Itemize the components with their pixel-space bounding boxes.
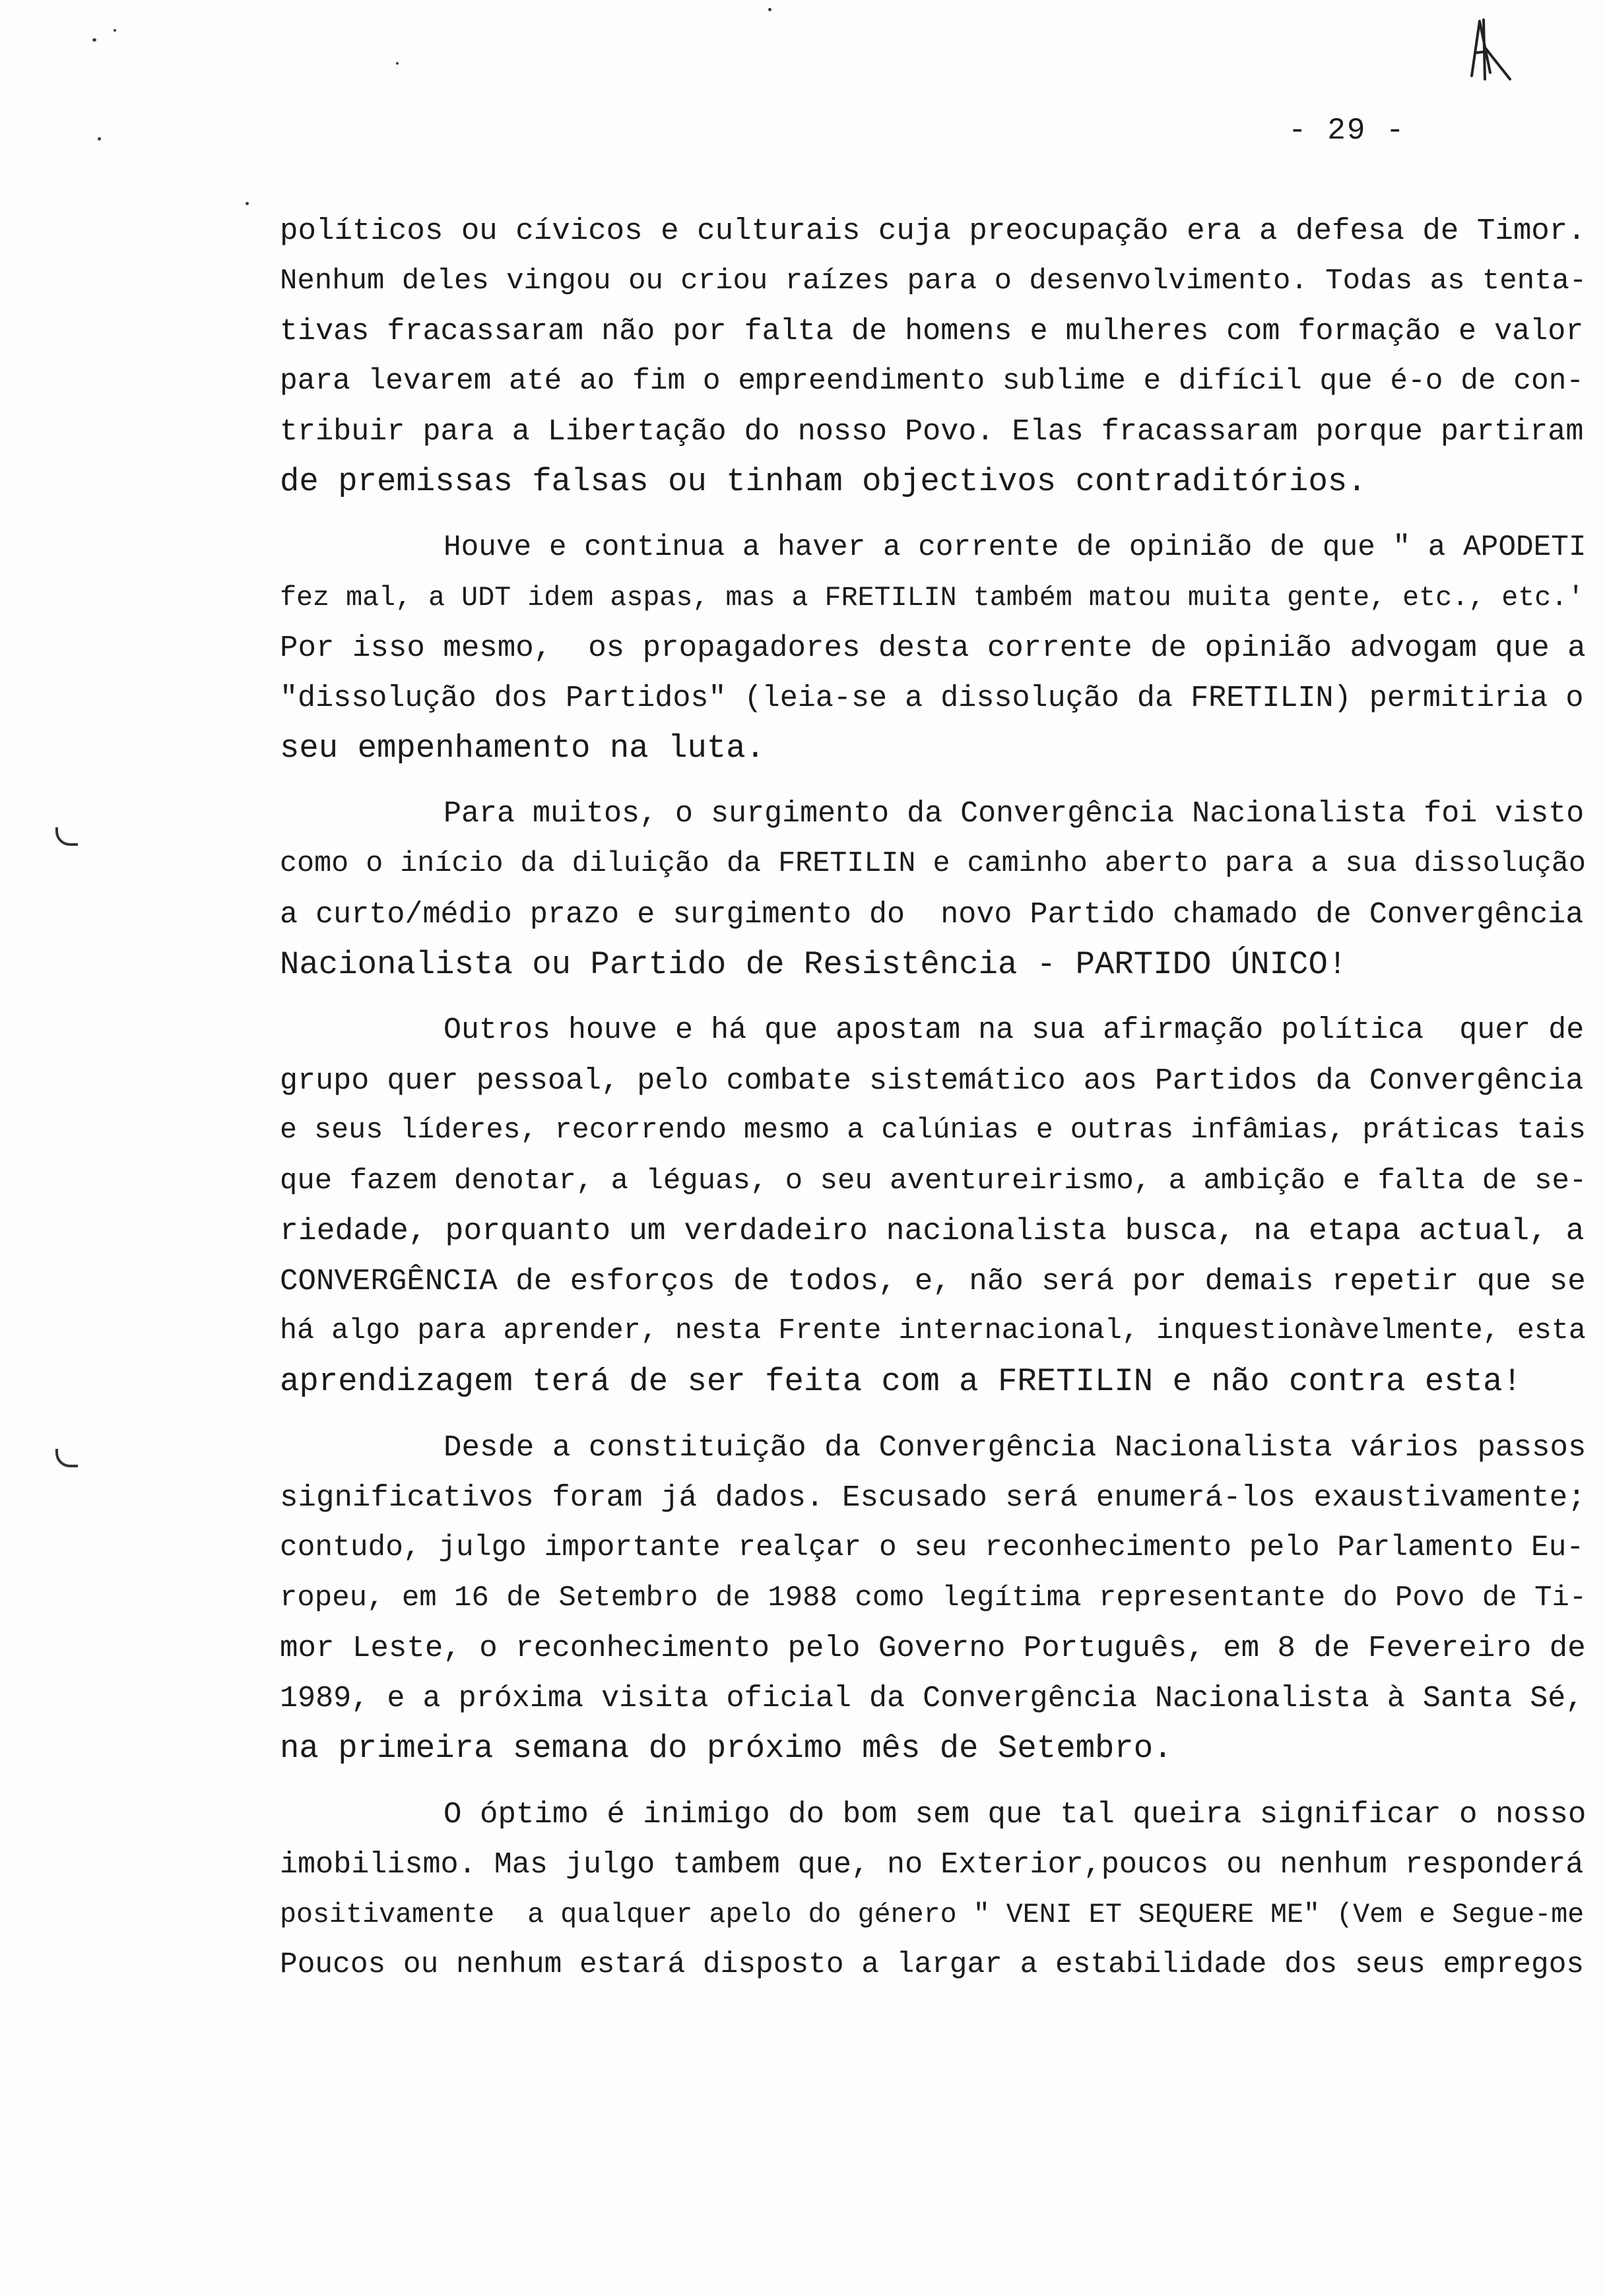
- paragraph: [280, 1422, 1587, 1773]
- text-line: mor Leste, o reconhecimento pelo Governo Português, em 8 de Fevereiro de: [280, 1631, 1586, 1665]
- text-line: de premissas falsas ou tinham objectivos contraditórios.: [280, 463, 1367, 500]
- paragraph: [280, 789, 1587, 990]
- paragraph: [280, 206, 1587, 507]
- text-line: seu empenhamento na luta.: [280, 730, 766, 767]
- text-line: positivamente a qualquer apelo do género " VENI ET SEQUERE ME" (Vem e Segue-me: [280, 1899, 1585, 1930]
- text-line: Houve e continua a haver a corrente de opinião de que " a APODETI: [443, 531, 1587, 564]
- text-line: Nacionalista ou Partido de Resistência - PARTIDO ÚNICO!: [280, 946, 1348, 983]
- text-line: Nenhum deles vingou ou criou raízes para o desenvolvimento. Todas as tenta-: [280, 265, 1587, 298]
- text-line: Para muitos, o surgimento da Convergência Nacionalista foi visto: [443, 797, 1585, 831]
- text-line: fez mal, a UDT idem aspas, mas a FRETILIN também matou muita gente, etc., etc.': [280, 582, 1585, 614]
- text-line: O óptimo é inimigo do bom sem que tal queira significar o nosso: [443, 1797, 1587, 1832]
- scan-speck: [768, 8, 771, 11]
- text-line: CONVERGÊNCIA de esforços de todos, e, não será por demais repetir que se: [280, 1264, 1586, 1298]
- punch-hole-mark: [55, 1449, 78, 1467]
- text-line: que fazem denotar, a léguas, o seu aventureirismo, a ambição e falta de se-: [280, 1164, 1587, 1197]
- scan-speck: [114, 29, 116, 32]
- text-line: Poucos ou nenhum estará disposto a largar a estabilidade dos seus empregos: [280, 1948, 1585, 1981]
- text-line: grupo quer pessoal, pelo combate sistemático aos Partidos da Convergência: [280, 1064, 1584, 1098]
- scan-speck: [92, 38, 96, 42]
- text-line: contudo, julgo importante realçar o seu reconhecimento pelo Parlamento Eu-: [280, 1531, 1585, 1564]
- paragraph: [280, 1789, 1587, 1990]
- paragraph: [280, 523, 1587, 773]
- text-line: há algo para aprender, nesta Frente internacional, inquestionàvelmente, esta: [280, 1315, 1586, 1347]
- scan-speck: [98, 137, 101, 141]
- text-line: para levarem até ao fim o empreendimento sublime e difícil que é-o de con-: [280, 365, 1585, 398]
- text-line: e seus líderes, recorrendo mesmo a calúnias e outras infâmias, práticas tais: [280, 1114, 1586, 1147]
- text-line: Outros houve e há que apostam na sua afirmação política quer de: [443, 1013, 1585, 1047]
- text-line: na primeira semana do próximo mês de Setembro.: [280, 1730, 1173, 1767]
- text-line: tribuir para a Libertação do nosso Povo. Elas fracassaram porque partiram: [280, 414, 1584, 449]
- text-line: tivas fracassaram não por falta de homens e mulheres com formação e valor: [280, 314, 1584, 348]
- scan-speck: [246, 202, 249, 205]
- text-line: significativos foram já dados. Escusado será enumerá-los exaustivamente;: [280, 1481, 1586, 1515]
- text-line: 1989, e a próxima visita oficial da Convergência Nacionalista à Santa Sé,: [280, 1681, 1584, 1715]
- body-text: [280, 206, 1587, 2006]
- page-number: - 29 -: [1288, 113, 1406, 148]
- text-line: políticos ou cívicos e culturais cuja preocupação era a defesa de Timor.: [280, 214, 1586, 248]
- punch-hole-mark: [55, 827, 78, 846]
- text-line: Desde a constituição da Convergência Nacionalista vários passos: [443, 1430, 1587, 1465]
- text-line: "dissolução dos Partidos" (leia-se a dissolução da FRETILIN) permitiria o: [280, 681, 1584, 715]
- scan-speck: [396, 62, 399, 65]
- text-line: imobilismo. Mas julgo tambem que, no Exterior,poucos ou nenhum responderá: [280, 1847, 1584, 1882]
- text-line: ropeu, em 16 de Setembro de 1988 como legítima representante do Povo de Ti-: [280, 1581, 1587, 1614]
- text-line: a curto/médio prazo e surgimento do novo Partido chamado de Convergência: [280, 897, 1584, 932]
- text-line: riedade, porquanto um verdadeiro nacionalista busca, na etapa actual, a: [280, 1213, 1585, 1248]
- handwritten-initials-signature: [1452, 13, 1518, 86]
- paragraph: [280, 1005, 1587, 1407]
- text-line: Por isso mesmo, os propagadores desta corrente de opinião advogam que a: [280, 631, 1586, 665]
- text-line: como o início da diluição da FRETILIN e caminho aberto para a sua dissolução: [280, 848, 1586, 880]
- text-line: aprendizagem terá de ser feita com a FRETILIN e não contra esta!: [280, 1363, 1522, 1400]
